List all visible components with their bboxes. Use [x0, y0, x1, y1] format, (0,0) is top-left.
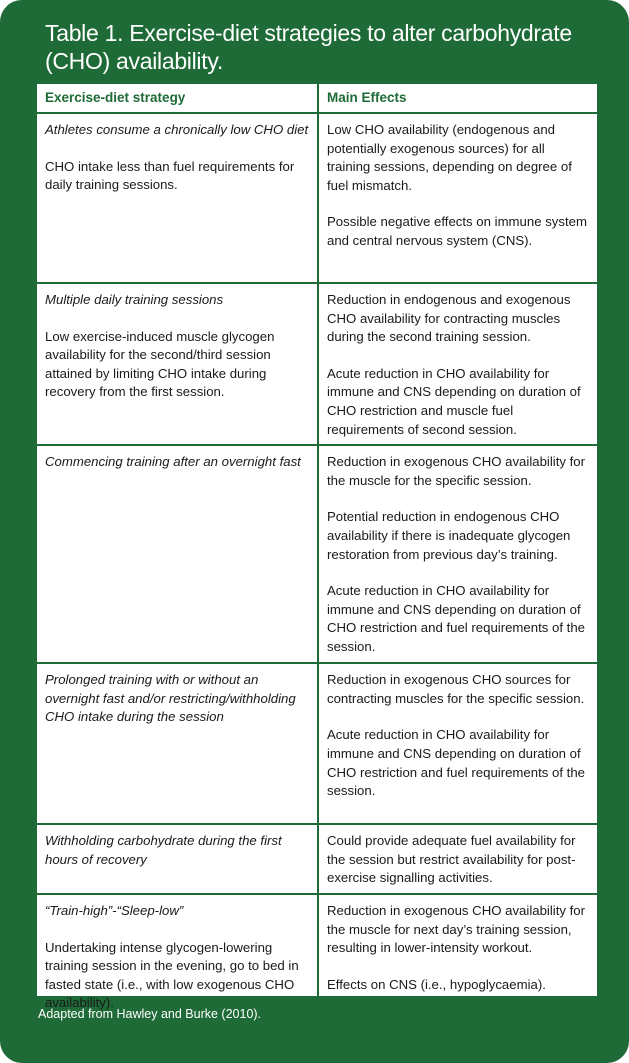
strategy-cell — [37, 445, 318, 663]
effect-text: Effects on CNS (i.e., hypoglycaemia). — [327, 976, 546, 992]
effects-cell — [318, 113, 597, 283]
effects-cell — [318, 824, 597, 894]
effect-text: Low CHO availability (endogenous and potentially exogenous sources) for all training sessions, depending on degree of fuel mismatch. — [327, 122, 572, 193]
table-row — [37, 663, 597, 824]
strategy-cell — [37, 663, 318, 824]
strategy-title: Multiple daily training sessions — [45, 292, 224, 307]
strategy-table — [37, 84, 597, 1018]
header-effects: Main Effects — [318, 84, 597, 113]
strategy-title: Commencing training after an overnight fast — [45, 454, 301, 470]
effect-text: Acute reduction in CHO availability for immune and CNS depending on duration of CHO restriction and fuel requirements of the session. — [327, 727, 586, 799]
strategy-title: Prolonged training with or without an overnight fast and/or restricting/withholding CHO intake during the session — [45, 672, 296, 725]
strategy-cell — [37, 894, 318, 1018]
strategy-cell — [37, 824, 318, 894]
effect-text: Reduction in exogenous CHO sources for contracting muscles for the specific session. — [327, 672, 585, 706]
table-row — [37, 113, 597, 283]
effect-text: Reduction in exogenous CHO availability for the muscle for the specific session. — [327, 454, 586, 488]
strategy-cell — [37, 113, 318, 283]
effects-cell — [318, 663, 597, 824]
strategy-description: Low exercise-induced muscle glycogen availability for the second/third session attained by limiting CHO intake during recovery from the first session. — [45, 328, 275, 400]
source-footnote: Adapted from Hawley and Burke (2010). — [38, 1007, 262, 1021]
effect-text: Reduction in endogenous and exogenous CHO availability for contracting muscles during the second training session. — [327, 292, 571, 345]
strategy-title: Athletes consume a chronically low CHO diet — [45, 122, 309, 137]
effect-text: Acute reduction in CHO availability for immune and CNS depending on duration of CHO restriction and muscle fuel requirements of second session. — [327, 365, 581, 437]
effect-text: Acute reduction in CHO availability for immune and CNS depending on duration of CHO restriction and fuel requirements of the session. — [327, 583, 586, 654]
effect-text: Potential reduction in endogenous CHO availability if there is inadequate glycogen restoration from previous day’s training. — [327, 509, 571, 562]
table-row — [37, 445, 597, 663]
table-row — [37, 824, 597, 894]
strategy-description: Undertaking intense glycogen-lowering training session in the evening, go to bed in fasted state (i.e., with low exogenous CHO availability). — [45, 939, 299, 1011]
table-row — [37, 894, 597, 1018]
effect-text: Possible negative effects on immune system and central nervous system (CNS). — [327, 214, 587, 248]
strategy-title: “Train-high”-“Sleep-low” — [45, 902, 184, 918]
strategy-description: CHO intake less than fuel requirements for daily training sessions. — [45, 158, 295, 193]
strategy-title: Withholding carbohydrate during the first hours of recovery — [45, 833, 282, 867]
table-row — [37, 283, 597, 445]
strategy-cell — [37, 283, 318, 445]
effects-cell — [318, 445, 597, 663]
effect-text: Reduction in exogenous CHO availability for the muscle for next day’s training session, resulting in lower-intensity workout. — [327, 902, 586, 956]
header-row — [37, 84, 597, 113]
effect-text: Could provide adequate fuel availability for the session but restrict availability for post-exercise signalling activities. — [327, 833, 576, 886]
table-title: Table 1. Exercise-diet strategies to alter carbohydrate (CHO) availability. — [45, 20, 572, 74]
header-strategy: Exercise-diet strategy — [37, 84, 318, 113]
effects-cell — [318, 894, 597, 1018]
table-container — [36, 83, 598, 1011]
effects-cell — [318, 283, 597, 445]
